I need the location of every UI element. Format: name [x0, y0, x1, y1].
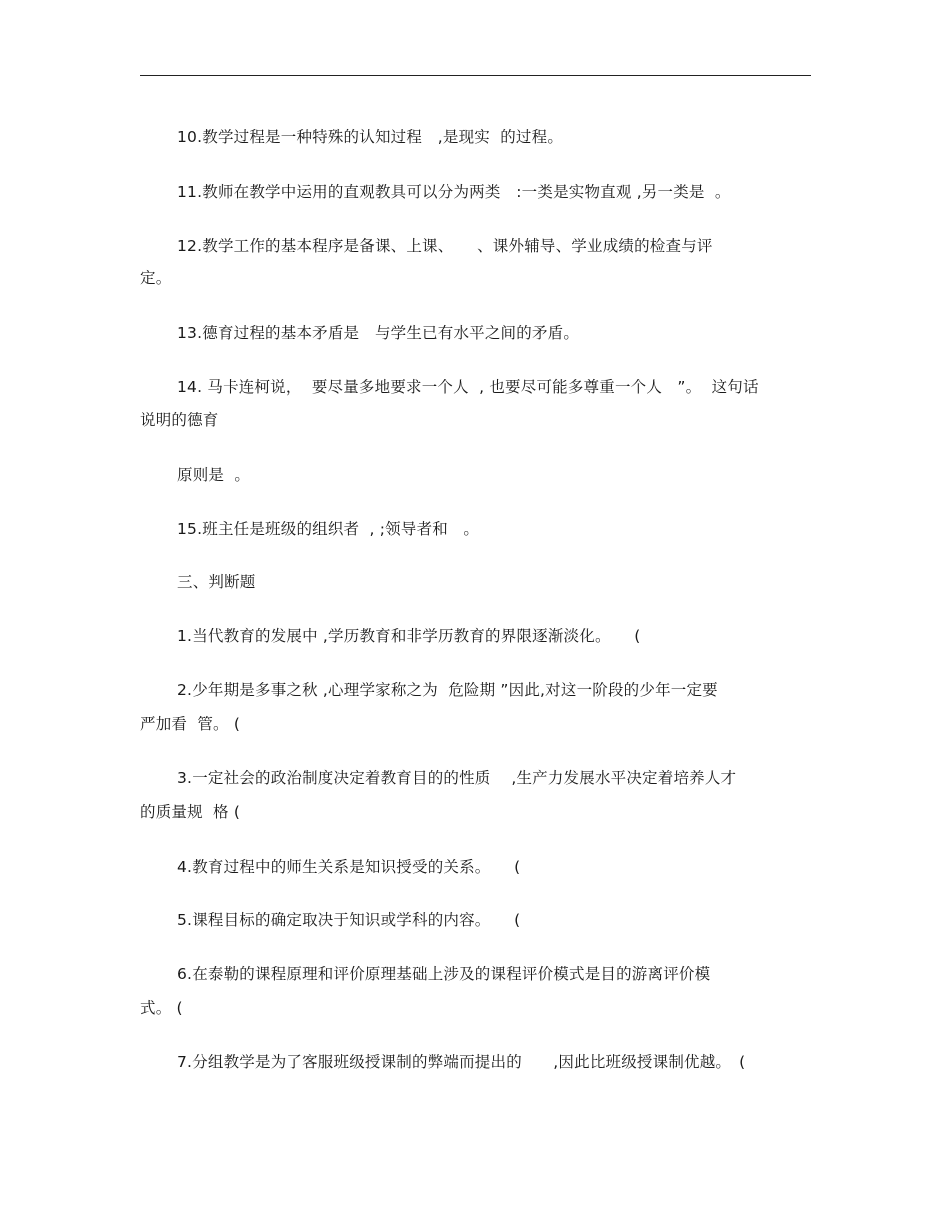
item-12-continued: 定。 [140, 269, 172, 287]
judge-item-6-continued: 式。 ( [140, 999, 183, 1017]
item-14-continued: 说明的德育 [140, 411, 219, 429]
judge-item-3-continued: 的质量规 格 ( [140, 803, 241, 821]
item-12: 12.教学工作的基本程序是备课、上课、 、课外辅导、学业成绩的检查与评 [177, 237, 713, 255]
item-10: 10.教学过程是一种特殊的认知过程 ,是现实 的过程。 [177, 128, 564, 146]
judge-item-4: 4.教育过程中的师生关系是知识授受的关系。 ( [177, 858, 521, 876]
judge-item-5: 5.课程目标的确定取决于知识或学科的内容。 ( [177, 911, 521, 929]
judge-item-2-continued: 严加看 管。 ( [140, 715, 241, 733]
item-15: 15.班主任是班级的组织者 , ;领导者和 。 [177, 520, 480, 538]
judge-item-3: 3.一定社会的政治制度决定着教育目的的性质 ,生产力发展水平决定着培养人才 [177, 769, 737, 787]
item-14: 14. 马卡连柯说， 要尽量多地要求一个人 , 也要尽可能多尊重一个人 ”。 这句话 [177, 378, 759, 396]
header-rule [140, 75, 811, 76]
judge-item-7: 7.分组教学是为了客服班级授课制的弊端而提出的 ,因此比班级授课制优越。 ( [177, 1053, 746, 1071]
item-11: 11.教师在教学中运用的直观教具可以分为两类 :一类是实物直观 ,另一类是 。 [177, 183, 731, 201]
item-14-principle: 原则是 。 [177, 466, 251, 484]
section-heading-judgement: 三、判断题 [177, 573, 256, 591]
item-13: 13.德育过程的基本矛盾是 与学生已有水平之间的矛盾。 [177, 324, 580, 342]
judge-item-1: 1.当代教育的发展中 ,学历教育和非学历教育的界限逐渐淡化。 ( [177, 627, 641, 645]
judge-item-2: 2.少年期是多事之秋 ,心理学家称之为 危险期 ”因此,对这一阶段的少年一定要 [177, 681, 718, 699]
judge-item-6: 6.在泰勒的课程原理和评价原理基础上涉及的课程评价模式是目的游离评价模 [177, 965, 711, 983]
